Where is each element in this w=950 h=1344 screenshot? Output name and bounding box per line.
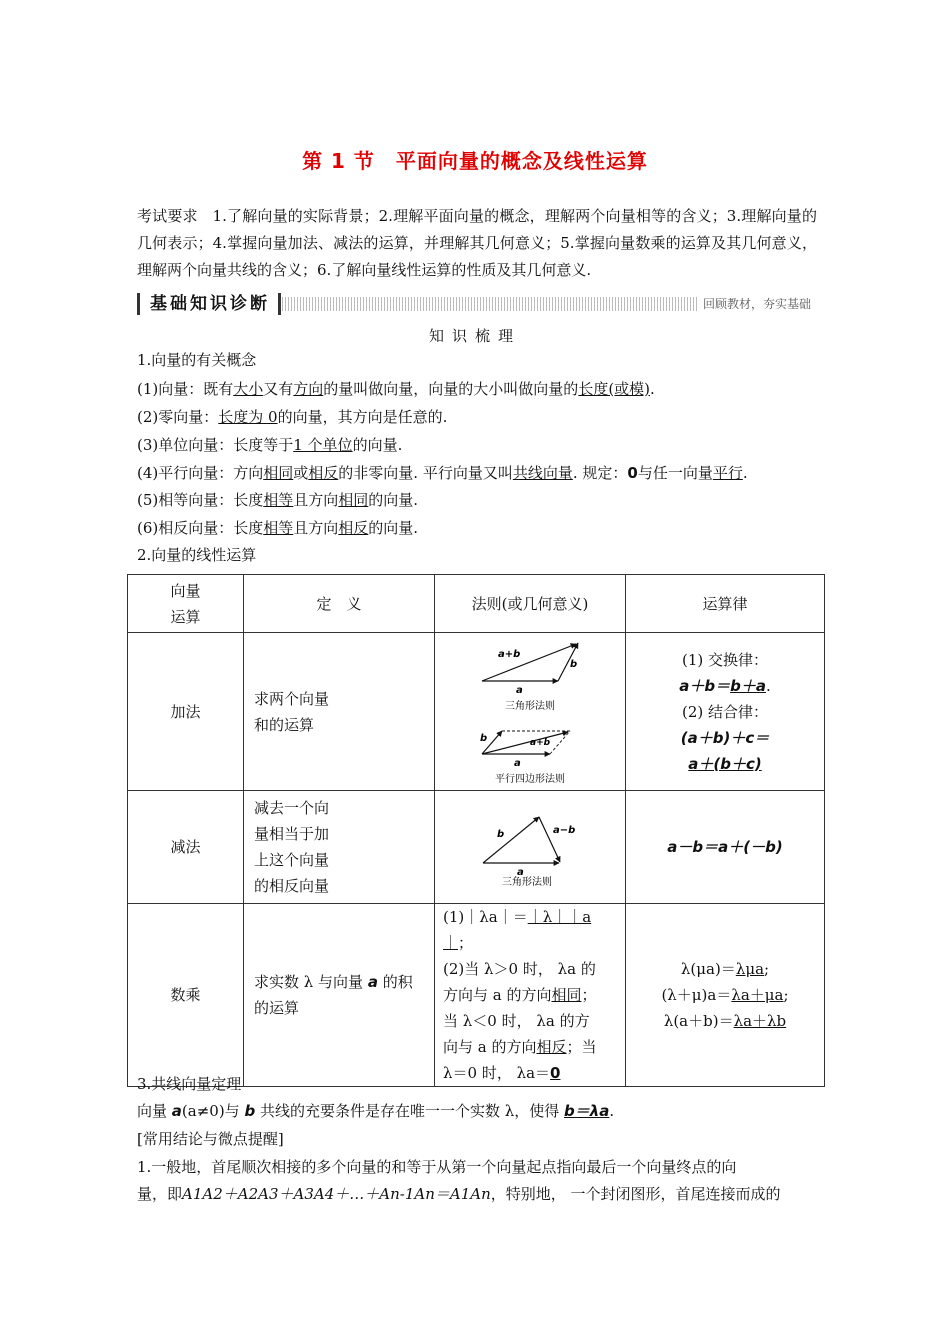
concept-item-5: (5)相等向量：长度相等且方向相同的向量. — [137, 491, 419, 509]
svg-text:a: a — [517, 867, 524, 878]
concept-item-3: (3)单位向量：长度等于1 个单位的向量. — [137, 436, 403, 454]
concept-item-6: (6)相反向量：长度相等且方向相反的向量. — [137, 519, 419, 537]
svg-text:a+b: a+b — [530, 737, 551, 748]
svg-text:a−b: a−b — [553, 825, 576, 836]
answer-blank: 共线向量 — [512, 464, 573, 482]
svg-text:b: b — [570, 658, 578, 670]
linear-ops-heading: 2.向量的线性运算 — [137, 546, 257, 564]
answer-blank: λa＋λb — [733, 1012, 787, 1030]
svg-text:a: a — [516, 684, 523, 696]
rule-subtraction — [435, 791, 626, 904]
answer-blank: 相同 — [551, 986, 582, 1004]
exam-requirements — [137, 203, 817, 284]
answer-blank: 长度为 0 — [218, 408, 278, 426]
answer-blank: a＋(b＋c) — [688, 754, 762, 773]
requirements-text: 1.了解向量的实际背景；2.理解平面向量的概念，理解两个向量相等的含义；3.理解向量的几何表示；4.掌握向量加法、减法的运算，并理解其几何意义；5.掌握向量数乘的运算及其几何意义，理解两个向量共线的含义；6.了解向量线性运算的性质及其几何意义. — [137, 207, 817, 279]
header-definition: 定 义 — [244, 575, 435, 633]
page-title: 第 1 节 平面向量的概念及线性运算 — [302, 149, 648, 173]
svg-text:a+b: a+b — [498, 648, 521, 660]
definition-subtraction: 减去一个向 量相当于加 上这个向量 的相反向量 — [244, 791, 435, 904]
header-law: 运算律 — [626, 575, 825, 633]
concept-item-2: (2)零向量：长度为 0的向量，其方向是任意的. — [137, 408, 448, 426]
answer-blank: 方向 — [293, 380, 324, 398]
answer-blank: 相等 — [263, 491, 294, 509]
definition-scalar: 求实数 λ 与向量 a 的积 的运算 — [244, 904, 435, 1087]
subheading: 知识梳理 — [428, 327, 521, 345]
svg-text:a: a — [514, 757, 521, 769]
answer-blank: 相同 — [263, 464, 294, 482]
table-row-scalar — [128, 904, 825, 1087]
op-name-addition: 加法 — [128, 633, 244, 791]
op-name-subtraction: 减法 — [128, 791, 244, 904]
answer-blank: λa＋μa — [731, 986, 784, 1004]
notes-line-1: 1.一般地，首尾顺次相接的多个向量的和等于从第一个向量起点指向最后一个向量终点的向 — [137, 1158, 737, 1176]
table-row-addition — [128, 633, 825, 791]
answer-blank: 1 个单位 — [293, 436, 353, 454]
concept-item-1: (1)向量：既有大小又有方向的量叫做向量，向量的大小叫做向量的长度(或模). — [137, 380, 655, 398]
collinear-theorem: 向量 a(a≠0)与 b 共线的充要条件是存在唯一一个实数 λ，使得 b＝λa. — [137, 1102, 615, 1120]
answer-blank: 相反 — [338, 519, 369, 537]
law-subtraction: a－b＝a＋(－b) — [626, 791, 825, 904]
addition-figures-icon — [470, 637, 590, 787]
answer-blank: ｜λ｜｜a｜ — [443, 908, 592, 952]
concepts-heading: 1.向量的有关概念 — [137, 351, 257, 369]
law-addition: (1) 交换律： a＋b＝b＋a. (2) 结合律： (a＋b)＋c＝ a＋(b＋c) — [626, 633, 825, 791]
answer-blank: 0 — [550, 1064, 561, 1082]
section-banner — [137, 293, 817, 317]
banner-label: 基础知识诊断 — [137, 293, 281, 315]
banner-right-label: 回顾教材，夯实基础 — [697, 294, 817, 314]
header-op: 向量 运算 — [128, 575, 244, 633]
svg-text:三角形法则: 三角形法则 — [505, 700, 555, 712]
answer-blank: 相反 — [308, 464, 339, 482]
answer-blank: 相同 — [338, 491, 369, 509]
answer-blank: b＝λa — [564, 1102, 610, 1120]
table-row-subtraction — [128, 791, 825, 904]
svg-text:三角形法则: 三角形法则 — [502, 877, 552, 887]
linear-operations-table — [127, 574, 825, 1087]
svg-text:平行四边形法则: 平行四边形法则 — [495, 773, 565, 785]
notes-heading: [常用结论与微点提醒] — [137, 1130, 284, 1148]
svg-text:b: b — [497, 829, 505, 840]
collinear-heading: 3.共线向量定理 — [137, 1075, 242, 1093]
concept-item-4: (4)平行向量：方向相同或相反的非零向量. 平行向量又叫共线向量. 规定：0与任一向量平行. — [137, 464, 748, 482]
rule-scalar: (1)｜λa｜＝｜λ｜｜a｜； (2)当 λ＞0 时， λa 的 方向与 a 的方向相同； 当 λ＜0 时， λa 的方 向与 a 的方向相反；当 λ＝0 时， λa＝0 — [435, 904, 626, 1087]
answer-blank: 相反 — [536, 1038, 567, 1056]
answer-blank: b＋a — [730, 676, 766, 695]
answer-blank: λμa — [735, 960, 765, 978]
law-scalar: λ(μa)＝λμa; (λ＋μ)a＝λa＋μa; λ(a＋b)＝λa＋λb — [626, 904, 825, 1087]
definition-addition: 求两个向量 和的运算 — [244, 633, 435, 791]
header-rule: 法则(或几何意义) — [435, 575, 626, 633]
op-name-scalar: 数乘 — [128, 904, 244, 1087]
answer-blank: 平行 — [712, 464, 743, 482]
subtraction-figure-icon — [475, 807, 585, 887]
rule-addition — [435, 633, 626, 791]
svg-text:b: b — [480, 732, 488, 744]
answer-blank: 长度(或模) — [578, 380, 651, 398]
table-header-row — [128, 575, 825, 633]
answer-blank: 相等 — [263, 519, 294, 537]
requirements-label: 考试要求 — [137, 207, 198, 225]
answer-blank: 大小 — [233, 380, 264, 398]
notes-line-2: 量，即A1A2＋A2A3＋A3A4＋…＋An-1An＝A1An，特别地， 一个封闭图形，首尾连接而成的 — [137, 1185, 781, 1203]
